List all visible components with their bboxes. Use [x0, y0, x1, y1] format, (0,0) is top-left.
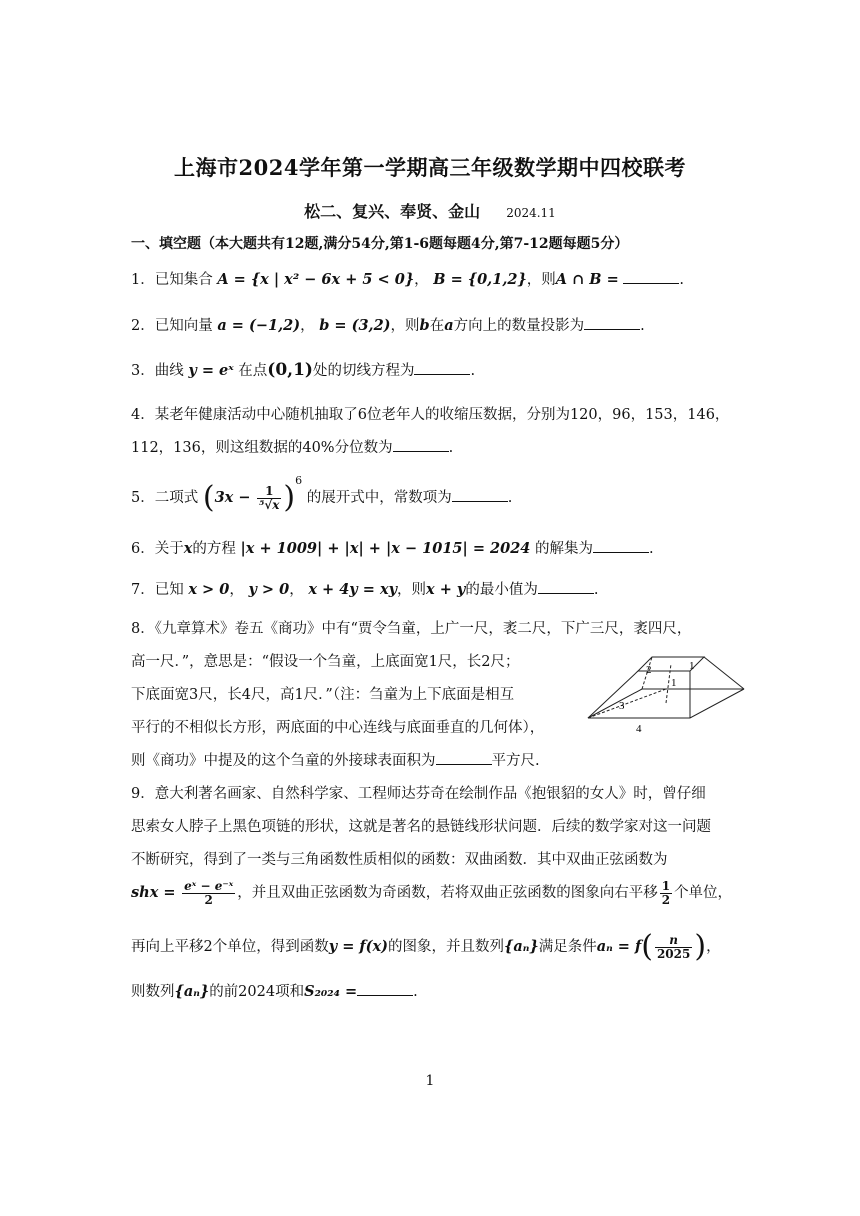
exam-title: 上海市2024学年第一学期高三年级数学期中四校联考	[174, 155, 686, 180]
exam-date: 2024.11	[506, 206, 556, 220]
question-9-line-2: 思索女人脖子上黑色项链的形状，这就是著名的悬链线形状问题．后续的数学家对这一问题	[131, 819, 711, 835]
vector-b: b = (3,2)	[319, 317, 391, 334]
vector-a: a = (−1,2)	[217, 317, 301, 334]
exam-subtitle	[0, 199, 860, 222]
figure-label-height: 1	[671, 677, 677, 689]
question-8-line-5: 则《商功》中提及的这个刍童的外接球表面积为 平方尺.	[131, 753, 540, 769]
answer-blank	[414, 362, 470, 375]
figure-label-top-length: 2	[646, 664, 652, 676]
question-3: 3．曲线 y = eˣ 在点(0,1)处的切线方程为 .	[131, 360, 476, 380]
answer-blank	[452, 489, 508, 502]
shx-fraction: $\frac{\text{eˣ − e⁻ˣ}}{2}$	[184, 879, 234, 907]
question-7: 7．已知 x > 0， y > 0， x + 4y = xy，则x + y的最小值为 .	[131, 581, 599, 598]
frustum-figure	[586, 646, 746, 736]
figure-label-bottom-width: 3	[619, 700, 625, 712]
answer-blank	[538, 581, 594, 594]
set-b: B = {0,1,2}	[433, 271, 527, 288]
question-6: 6．关于x的方程 |x + 1009| + |x| + |x − 1015| = 2024 的解集为 .	[131, 540, 654, 557]
point: (0,1)	[267, 360, 313, 380]
question-9-line-4: shx = $\frac{\text{eˣ − e⁻ˣ}}{2}$ ，并且双曲正弦函数为奇函数，若将双曲正弦函数的图象向右平移 $\frac{1}{2}$ 个单位，	[131, 879, 733, 907]
answer-blank	[623, 271, 679, 284]
binomial-exponent: 6	[295, 474, 303, 487]
bottom-face	[588, 689, 744, 718]
school-names: 松二、复兴、奉贤、金山	[304, 202, 481, 221]
question-1: 1．已知集合 A = {x | x² − 6x + 5 < 0}， B = {0,1,2}，则A ∩ B = .	[131, 271, 684, 288]
constraint-equation: x + 4y = xy	[308, 581, 398, 598]
question-9-line-5: 再向上平移2个单位，得到函数y = f(x)的图象，并且数列{aₙ}满足条件aₙ = f( $\frac{n}{2025}$ )，	[131, 929, 721, 964]
binomial-term: 3x −	[214, 489, 251, 506]
question-2: 2．已知向量 a = (−1,2)， b = (3,2)，则b在a方向上的数量投影为 .	[131, 317, 645, 334]
figure-label-bottom-length: 4	[636, 723, 642, 735]
answer-blank	[593, 540, 649, 553]
answer-blank	[357, 983, 413, 996]
question-9-line-6: 则数列{aₙ}的前2024项和S₂₀₂₄ = .	[131, 983, 418, 1000]
question-5: 5．二项式 (3x − $\frac{1}{\text{⁵√x}}$ )$^6$ 的展开式中，常数项为 .	[131, 474, 513, 515]
figure-label-top-width: 1	[689, 660, 695, 672]
question-9-line-1: 9．意大利著名画家、自然科学家、工程师达芬奇在绘制作品《抱银貂的女人》时，曾仔细	[131, 786, 706, 802]
half-fraction: $\frac{1}{2}$	[661, 879, 671, 907]
question-4-line-2: 112，136，则这组数据的40%分位数为 .	[131, 440, 454, 456]
question-8-line-2: 高一尺．”，意思是：“假设一个刍童，上底面宽1尺，长2尺；	[131, 654, 520, 670]
n-over-2025: $\frac{n}{2025}$	[656, 932, 691, 961]
answer-blank	[393, 439, 449, 452]
page-number: 1	[425, 1073, 435, 1089]
function-f: y = f(x)	[328, 938, 389, 955]
question-4-line-1: 4．某老年健康活动中心随机抽取了6位老年人的收缩压数据，分别为120，96，153，146，	[131, 407, 730, 423]
set-a: A = {x | x² − 6x + 5 < 0}	[217, 271, 415, 288]
sequence-a: {aₙ}	[504, 938, 539, 955]
question-8-line-3: 下底面宽3尺，长4尺，高1尺．”（注：刍童为上下底面是相互	[131, 687, 515, 703]
question-9-line-3: 不断研究，得到了一类与三角函数性质相似的函数：双曲函数．其中双曲正弦函数为	[131, 852, 668, 868]
answer-blank	[584, 317, 640, 330]
question-8-line-4: 平行的不相似长方形，两底面的中心连线与底面垂直的几何体），	[131, 720, 545, 736]
section-heading: 一、填空题（本大题共有12题,满分54分,第1-6题每题4分,第7-12题每题5分）	[131, 236, 629, 252]
curve-equation: y = eˣ	[188, 362, 234, 379]
sum-s2024: S₂₀₂₄ =	[304, 983, 358, 1000]
absolute-value-equation: |x + 1009| + |x| + |x − 1015| = 2024	[240, 540, 531, 557]
binomial-fraction: $\frac{1}{\text{⁵√x}}$	[259, 483, 280, 512]
answer-blank	[436, 752, 492, 765]
question-8-line-1: 8．《九章算术》卷五《商功》中有“贾令刍童，上广一尺，袤二尺，下广三尺，袤四尺，	[131, 621, 692, 637]
